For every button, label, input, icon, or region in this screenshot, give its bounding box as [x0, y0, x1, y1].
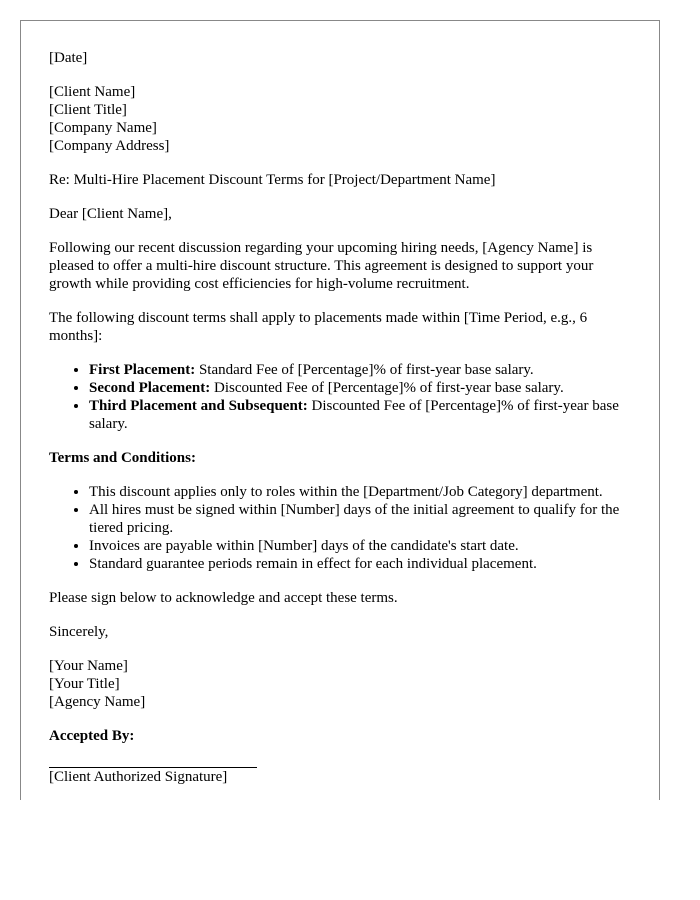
closing: Sincerely, [49, 624, 109, 640]
recipient-company: [Company Name] [49, 120, 157, 136]
letter-body [49, 49, 639, 786]
sender-block [49, 657, 639, 711]
terms-intro: The following discount terms shall apply to placements made within [Time Period, e.g., 6 months]: [49, 310, 588, 344]
letter-page [20, 20, 660, 800]
letter-date: [Date] [49, 50, 88, 66]
recipient-title: [Client Title] [49, 102, 127, 118]
sender-name: [Your Name] [49, 658, 128, 674]
salutation: Dear [Client Name], [49, 206, 172, 222]
placement-text: Discounted Fee of [Percentage]% of first-year base salary. [89, 398, 619, 432]
placement-list [49, 361, 639, 433]
recipient-block [49, 83, 639, 155]
accepted-heading: Accepted By: [49, 728, 135, 744]
list-item: • Invoices are payable within [Number] days of the candidate's start date. [89, 537, 639, 555]
list-item: • Standard guarantee periods remain in effect for each individual placement. [89, 555, 639, 573]
placement-text: Standard Fee of [Percentage]% of first-year base salary. [195, 362, 534, 378]
signature-caption: [Client Authorized Signature] [49, 769, 228, 785]
closing-request: Please sign below to acknowledge and accept these terms. [49, 590, 398, 606]
placement-label: Second Placement: [89, 380, 211, 396]
list-item [89, 361, 639, 379]
sender-agency: [Agency Name] [49, 694, 146, 710]
recipient-address: [Company Address] [49, 138, 170, 154]
sender-title: [Your Title] [49, 676, 120, 692]
list-item: • This discount applies only to roles within the [Department/Job Category] department. [89, 483, 639, 501]
list-item: • All hires must be signed within [Number] days of the initial agreement to qualify for the tiered pricing. [89, 501, 639, 537]
recipient-name: [Client Name] [49, 84, 136, 100]
placement-text: Discounted Fee of [Percentage]% of first-year base salary. [210, 380, 564, 396]
list-item [89, 379, 639, 397]
subject-line: Re: Multi-Hire Placement Discount Terms for [Project/Department Name] [49, 172, 496, 188]
intro-paragraph: Following our recent discussion regarding your upcoming hiring needs, [Agency Name] is pleased to offer a multi-hire discount structure. This agreement is designed to support your growth while providing cost efficiencies for high-volume recruitment. [49, 240, 594, 292]
conditions-heading: Terms and Conditions: [49, 450, 196, 466]
conditions-list [49, 483, 639, 573]
placement-label: First Placement: [89, 362, 196, 378]
list-item [89, 397, 639, 433]
placement-label: Third Placement and Subsequent: [89, 398, 308, 414]
